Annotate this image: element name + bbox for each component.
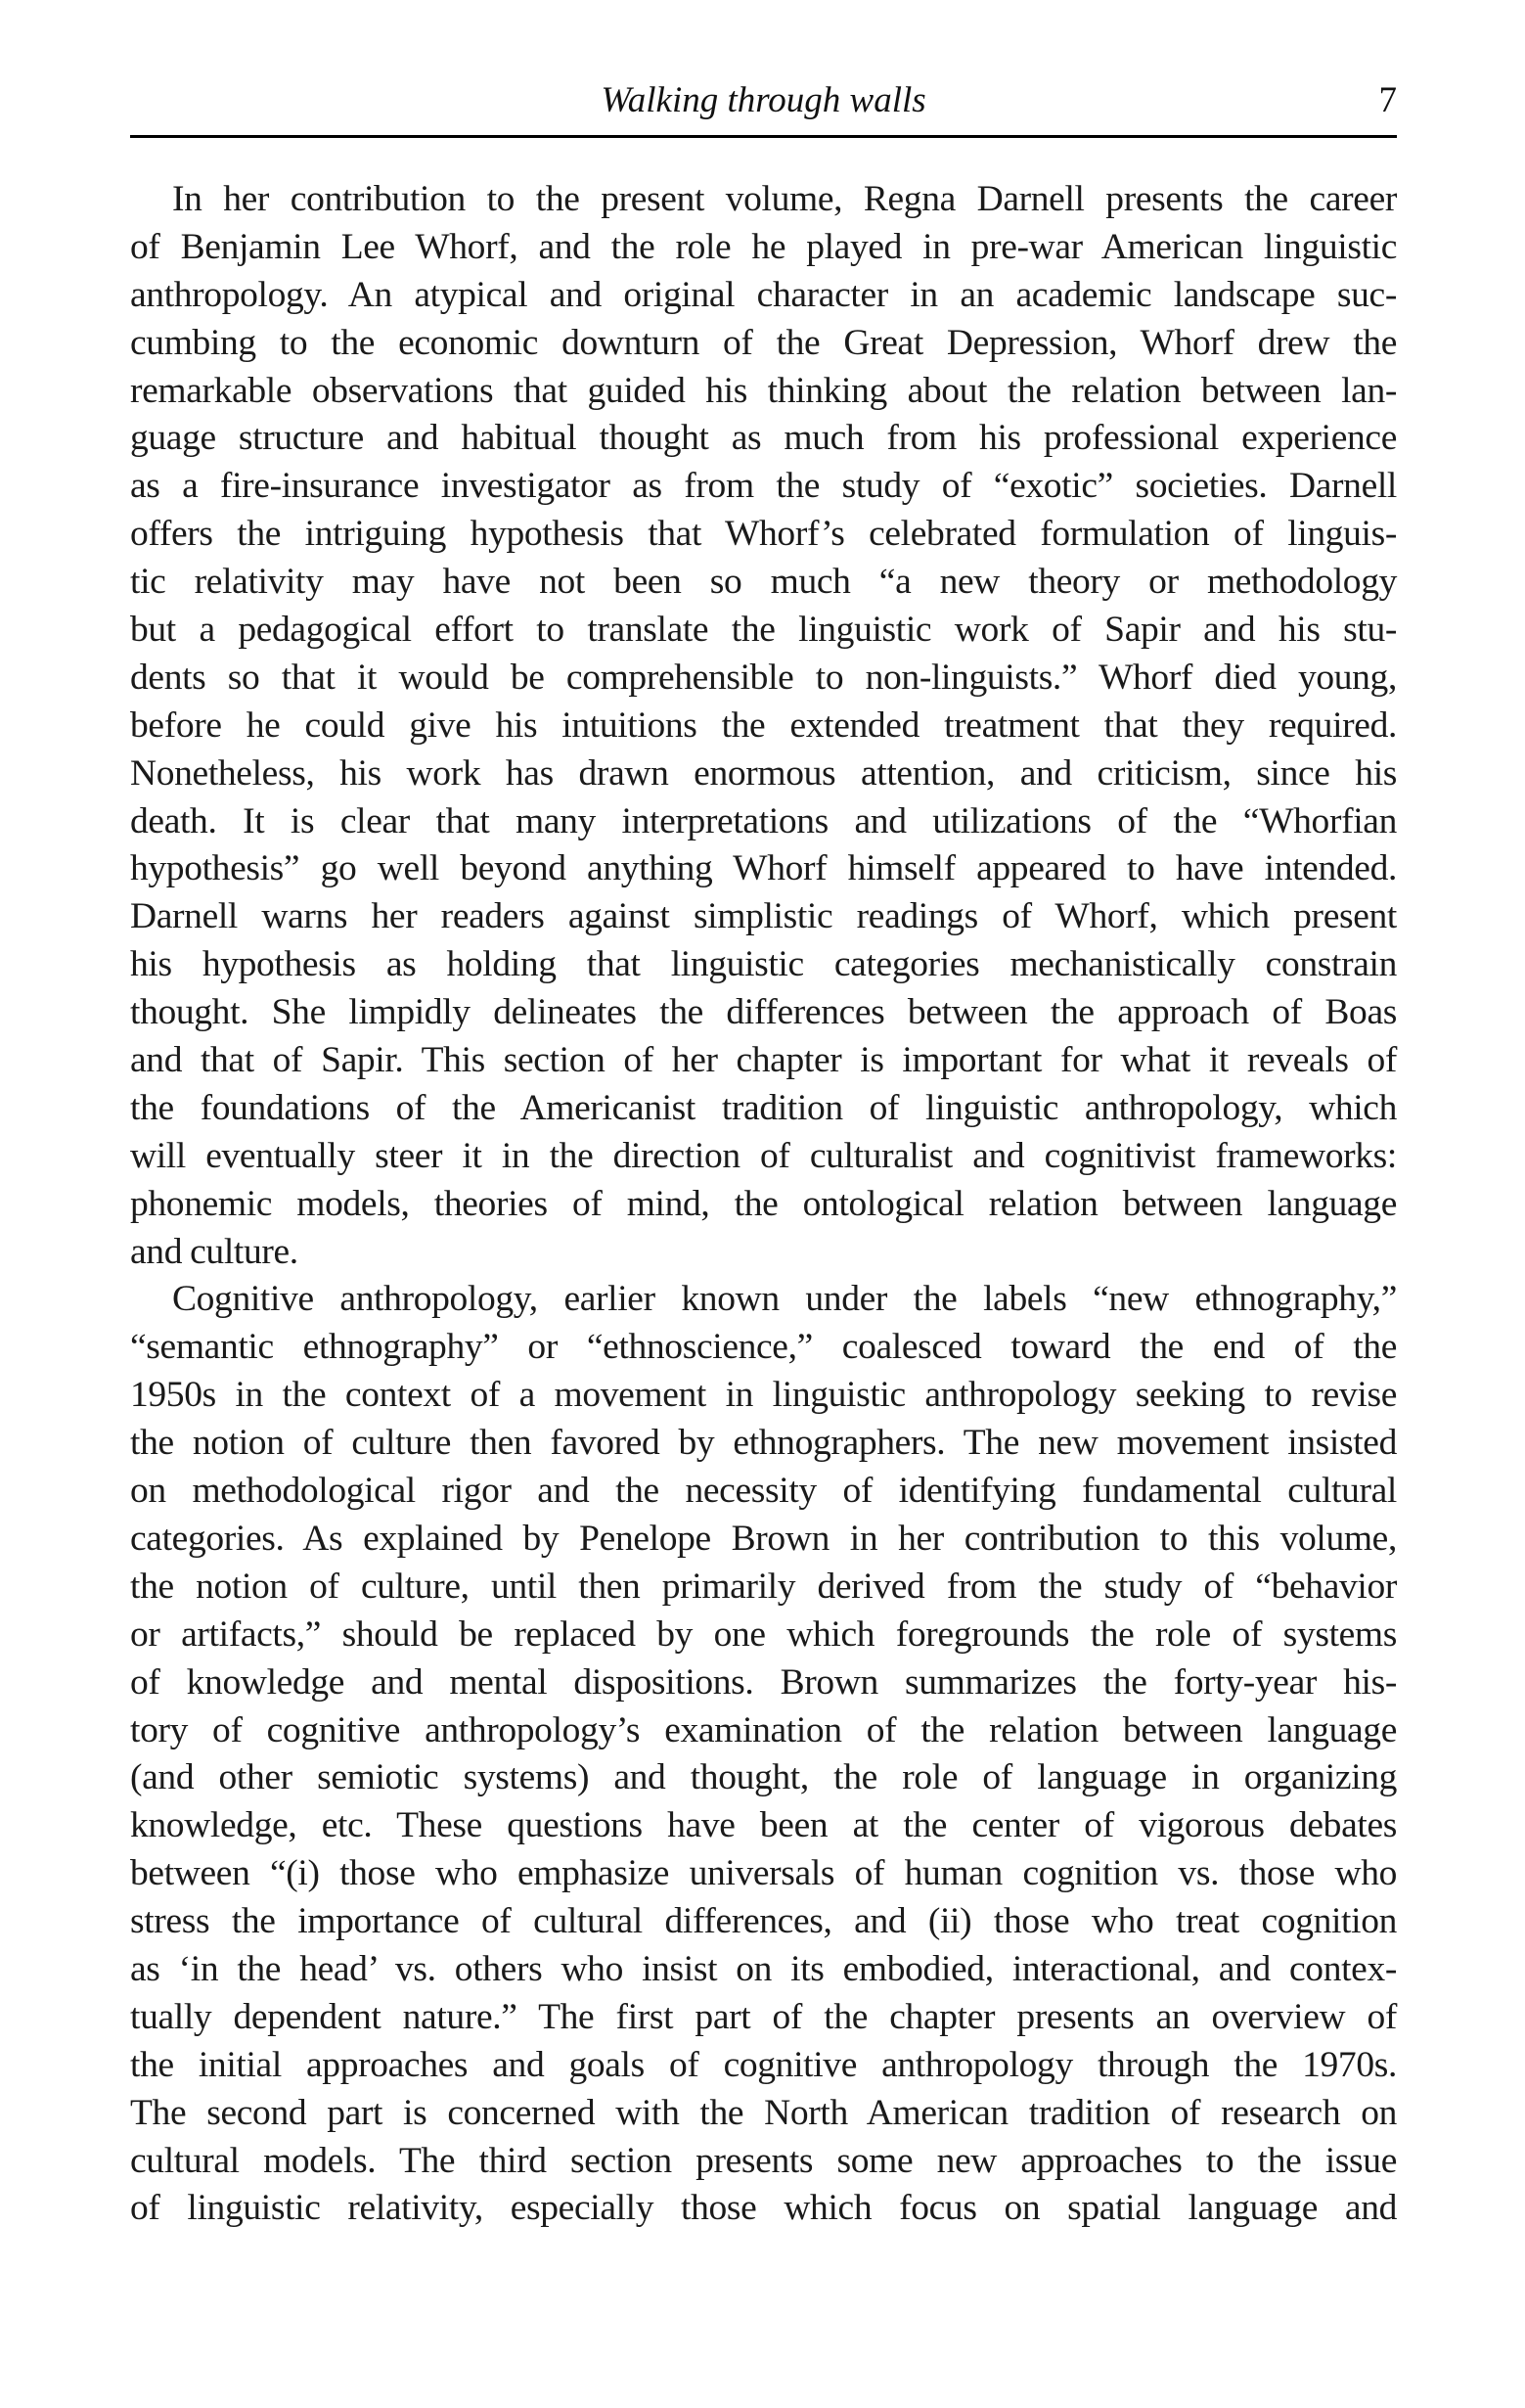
- paragraph-cognitive-anthropology: [130, 1276, 1397, 2233]
- text-line: thought. She limpidly delineates the differences between the approach of Boas: [130, 992, 1397, 1033]
- text-line: anthropology. An atypical and original character in an academic landscape suc-: [130, 274, 1397, 315]
- text-line: and culture.: [130, 1231, 298, 1272]
- text-line: categories. As explained by Penelope Brown in her contribution to this volume,: [130, 1518, 1397, 1559]
- text-line: Nonetheless, his work has drawn enormous attention, and criticism, since his: [130, 752, 1397, 794]
- text-line: 1950s in the context of a movement in linguistic anthropology seeking to revise: [130, 1375, 1397, 1416]
- text-line: as ‘in the head’ vs. others who insist on its embodied, interactional, and contex-: [130, 1948, 1397, 1989]
- text-line: dents so that it would be comprehensible to non-linguists.” Whorf died young,: [130, 657, 1397, 698]
- text-line: the notion of culture, until then primarily derived from the study of “behavior: [130, 1566, 1397, 1607]
- text-line: before he could give his intuitions the extended treatment that they required.: [130, 704, 1397, 746]
- text-line: the foundations of the Americanist tradition of linguistic anthropology, which: [130, 1087, 1397, 1128]
- text-line: death. It is clear that many interpretations and utilizations of the “Whorfian: [130, 800, 1397, 841]
- text-line: on methodological rigor and the necessity of identifying fundamental cultural: [130, 1471, 1397, 1512]
- text-line: the notion of culture then favored by ethnographers. The new movement insisted: [130, 1423, 1397, 1464]
- running-title: Walking through walls: [601, 80, 926, 120]
- text-line: but a pedagogical effort to translate the linguistic work of Sapir and his stu-: [130, 610, 1397, 651]
- text-line: tory of cognitive anthropology’s examination of the relation between language: [130, 1709, 1397, 1750]
- text-line: “semantic ethnography” or “ethnoscience,” coalesced toward the end of the: [130, 1327, 1397, 1368]
- header-rule: [130, 135, 1397, 138]
- text-line: In her contribution to the present volume, Regna Darnell presents the career: [172, 179, 1397, 219]
- text-line: as a fire-insurance investigator as from the study of “exotic” societies. Darnell: [130, 466, 1397, 507]
- body-text: [130, 176, 1397, 2233]
- page-number: 7: [1378, 80, 1397, 120]
- text-line: Cognitive anthropology, earlier known under the labels “new ethnography,”: [172, 1279, 1397, 1320]
- text-line: stress the importance of cultural differences, and (ii) those who treat cognition: [130, 1901, 1397, 1942]
- text-line: (and other semiotic systems) and thought, the role of language in organizing: [130, 1757, 1397, 1798]
- text-line: knowledge, etc. These questions have been at the center of vigorous debates: [130, 1805, 1397, 1846]
- text-line: of knowledge and mental dispositions. Brown summarizes the forty-year his-: [130, 1661, 1397, 1703]
- text-line: cumbing to the economic downturn of the Great Depression, Whorf drew the: [130, 322, 1397, 363]
- running-header: [130, 76, 1397, 125]
- text-line: and that of Sapir. This section of her chapter is important for what it reveals of: [130, 1040, 1397, 1081]
- text-line: tually dependent nature.” The first part of the chapter presents an overview of: [130, 1996, 1397, 2037]
- text-line: his hypothesis as holding that linguistic categories mechanistically constrain: [130, 944, 1397, 985]
- text-line: tic relativity may have not been so much “a new theory or methodology: [130, 562, 1397, 603]
- text-line: remarkable observations that guided his thinking about the relation between lan-: [130, 370, 1397, 411]
- paragraph-darnell: [130, 176, 1397, 1276]
- text-line: or artifacts,” should be replaced by one which foregrounds the role of systems: [130, 1613, 1397, 1655]
- text-line: cultural models. The third section presents some new approaches to the issue: [130, 2140, 1397, 2181]
- text-line: hypothesis” go well beyond anything Whorf himself appeared to have intended.: [130, 848, 1397, 889]
- text-line: will eventually steer it in the direction of culturalist and cognitivist frameworks:: [130, 1135, 1397, 1176]
- text-line: phonemic models, theories of mind, the ontological relation between language: [130, 1183, 1397, 1224]
- text-line: of linguistic relativity, especially those which focus on spatial language and: [130, 2188, 1397, 2229]
- text-line: of Benjamin Lee Whorf, and the role he played in pre-war American linguistic: [130, 226, 1397, 267]
- text-line: Darnell warns her readers against simplistic readings of Whorf, which present: [130, 896, 1397, 937]
- text-line: between “(i) those who emphasize universals of human cognition vs. those who: [130, 1853, 1397, 1894]
- text-line: The second part is concerned with the North American tradition of research on: [130, 2092, 1397, 2133]
- text-line: guage structure and habitual thought as much from his professional experience: [130, 418, 1397, 459]
- text-line: offers the intriguing hypothesis that Whorf’s celebrated formulation of linguis-: [130, 514, 1397, 555]
- text-line: the initial approaches and goals of cognitive anthropology through the 1970s.: [130, 2044, 1397, 2085]
